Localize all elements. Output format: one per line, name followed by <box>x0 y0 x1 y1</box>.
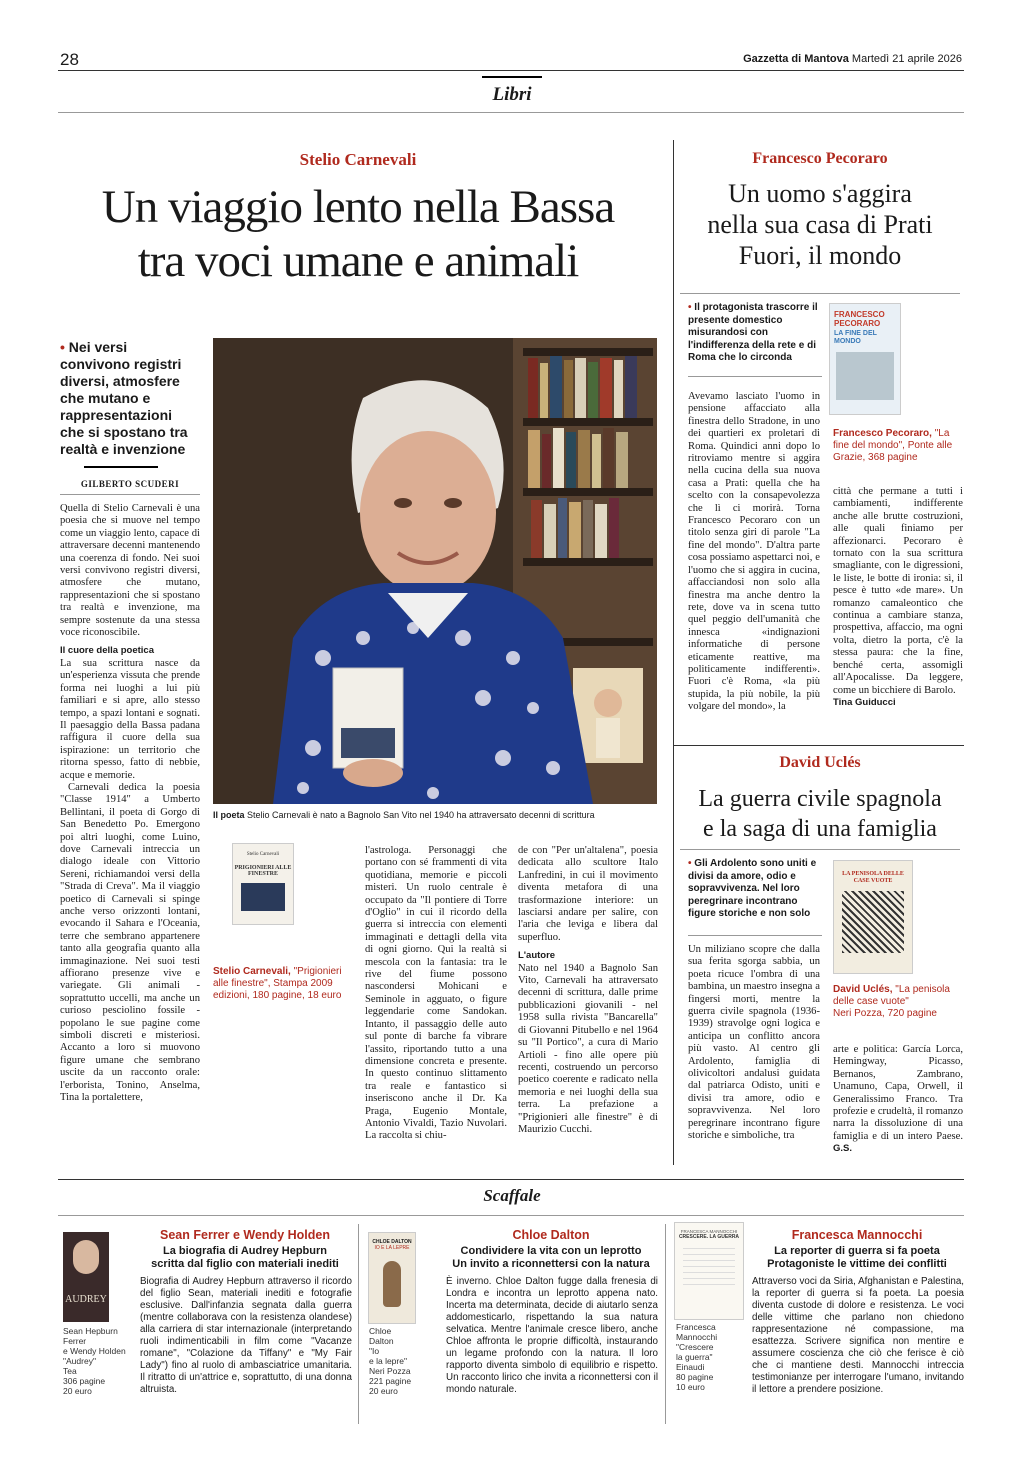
cover-artwork <box>683 1248 735 1288</box>
hare-illustration <box>383 1261 401 1307</box>
book-cover-dalton <box>368 1232 416 1324</box>
main-subhead-2: L'autore <box>518 950 556 962</box>
main-headline <box>60 180 656 288</box>
scaffale-info-1: Sean Hepburn Ferrer e Wendy Holden "Audrey" Tea 306 pagine 20 euro <box>63 1326 126 1396</box>
bullet-icon: • <box>688 302 692 313</box>
main-paragraph-6: Nato nel 1940 a Bagnolo San Vito, Carnevali ha attraversato decenni di scrittura, dalle prime pubblicazioni giovanili - nel 1958 sulla rivista "Bancarella" di Giovanni Pitubello e nel 1964 su "Il Portico", a cura di Mario Artioli - fino alle opere più recenti, costruendo un percorso poetico coerente e radicato nella memoria e nei luoghi della sua terra. La prefazione a "Prigionieri alle finestre" è di Maurizio Cucchi. <box>518 962 658 1135</box>
pecoraro-column-2: città che permane a tutti i cambiamenti, indifferente anche alle brutte costruzioni, alle quali finiamo per affezionarci. Pecoraro è tornato con la sua scrittura smagliante, con le digressioni, le liste, le botte di ironia: sì, il pesce è tutto «de mare». Un romanzo camaleontico che continua a cambiare stanza, prospettiva, affaccio, ma ogni volta, dietro la porta, c'è la stessa paura: che la fine, benché certa, assomigli all'Apocalisse. Da leggere, come un bicchiere di Barolo. Tina Guiducci <box>833 486 963 708</box>
scaffale-body-3: Attraverso voci da Siria, Afghanistan e Palestina, la reporter di guerra si fa poeta. La poesia diventa custode di dolore e resistenza. Le voci delle vittime che parlano non chiedono rappresentazione né compassione, ma esattezza. Scrivere significa non mentire e assumere coscienza che ciò che ferisce è ciò che ci mantiene desti. Mannocchi intreccia testimonianze per interrogare l'umano, invitando il lettore a prendere posizione. <box>752 1276 964 1395</box>
main-headline-line2: tra voci umane e animali <box>137 235 579 287</box>
book-cover-pecoraro <box>829 303 901 415</box>
ucles-headline: La guerra civile spagnola e la saga di una famiglia <box>698 786 942 842</box>
cover-author: FRANCESCO PECORARO <box>834 310 885 328</box>
section-title: Libri <box>492 84 532 105</box>
cover-title: AUDREY <box>65 1294 107 1305</box>
poet-photo <box>213 338 657 804</box>
main-column-3 <box>518 845 658 1136</box>
cover-title: PRIGIONIERI ALLE FINESTRE <box>234 865 292 877</box>
cover-portrait <box>73 1240 99 1274</box>
scaffale-info-2: Chloe Dalton "Io e la lepre" Neri Pozza 221 pagine 20 euro <box>369 1326 412 1396</box>
poet-photo-illustration <box>213 338 657 804</box>
summary-rule <box>84 466 158 468</box>
section-bar <box>482 76 542 78</box>
scaffale-separator-1 <box>358 1224 359 1424</box>
scaffale-title-2: Condividere la vita con un leprotto Un invito a riconnettersi con la natura <box>452 1245 650 1270</box>
cover-title: LA FINE DEL MONDO <box>834 330 877 345</box>
cover-title: CRESCERE. LA GUERRA <box>678 1234 740 1240</box>
pecoraro-column-1: Avevamo lasciato l'uomo in pensione affacciato alla finestra dello Stradone, in uno dei quartieri ex proletari di Roma. Quindici anni dopo lo ritroviamo mentre si aggira nella cucina della sua nuova casa a Prati: quella che ha scelto con la consapevolezza che lì ci morirà. Torna Francesco Pecoraro con un titolo senza giri di parole "La fine del mondo". D'altra parte cosa possiamo aspettarci noi, e l'uomo che si aggira in cucina, affacciandosi non solo alla finestra ma anche dentro la rete, dove va in scena tutto quel peggio dell'umanità che innesca «indignazioni informatiche di persone eticamente reattive, ma politicamente indifferenti». Fuori c'è Roma, «la più stupida, la più nobile, la più volgare del mondo», la <box>688 391 820 713</box>
scaffale-body-2: È inverno. Chloe Dalton fugge dalla frenesia di Londra e incontra un leprotto appena nato. Incerta ma determinata, decide di aiutarlo senza addomesticarlo, rispettando la sua natura selvatica. Mentre l'animale cresce libero, anche Chloe affronta le proprie difficoltà, instaurando un legame profondo con la natura. Il loro rapporto diventa simbolo di equilibrio e rispetto. Un racconto lirico che invita a riconnettersi con il mondo naturale. <box>446 1276 658 1395</box>
ucles-signature: G.S. <box>833 1143 853 1155</box>
page-number: 28 <box>60 50 79 69</box>
scaffale-info-3: Francesca Mannocchi "Crescere la guerra" Einaudi 80 pagine 10 euro <box>676 1322 718 1392</box>
bullet-icon: • <box>60 339 65 355</box>
main-intro-paragraph: Quella di Stelio Carnevali è una poesia che si muove nel tempo come un viaggio lento, capace di attraversare decenni mantenendo una coerenza di fondo. Nei suoi versi convivono registri diversi, atmosfere che mutano, rappresentazioni che si spostano tra realtà e invenzione, ma sempre sostenute da una stessa voce riconoscibile. <box>60 503 200 639</box>
book-cover-carnevali <box>232 843 294 925</box>
masthead <box>743 53 962 65</box>
ucles-rule <box>680 849 960 850</box>
ucles-author-tag: David Uclés <box>779 754 861 771</box>
main-paragraph-5: de con "Per un'altalena", poesia dedicata allo scultore Italo Lanfredini, in cui il movimento diventa metafora di una trasformazione interiore: un lasciarsi andare per salire, con l'aria che leviga e libera dal superfluo. <box>518 845 658 943</box>
right-rule <box>673 745 964 746</box>
byline-rule <box>60 494 200 495</box>
scaffale-title-1: La biografia di Audrey Hepburn scritta dal figlio con materiali inediti <box>151 1245 339 1270</box>
photo-caption <box>213 810 657 820</box>
main-subhead-1: Il cuore della poetica <box>60 645 154 657</box>
pecoraro-headline: Un uomo s'aggira nella sua casa di Prati Fuori, il mondo <box>707 179 933 270</box>
top-rule <box>58 70 964 71</box>
pecoraro-signature: Tina Guiducci <box>833 696 896 708</box>
cover-author: Stelio Carnevali <box>246 852 280 857</box>
bullet-icon: • <box>688 858 692 869</box>
newspaper-name: Gazzetta di Mantova <box>743 53 849 65</box>
book-cover-mannocchi <box>674 1222 744 1320</box>
main-column-2 <box>365 845 507 1143</box>
scaffale-separator-2 <box>665 1224 666 1424</box>
book-cover-audrey <box>63 1232 109 1322</box>
book-info-pecoraro: Francesco Pecoraro, "La fine del mondo", Ponte alle Grazie, 368 pagine <box>833 428 953 463</box>
main-paragraph-4: l'astrologa. Personaggi che portano con sé frammenti di vita quotidiana, memorie e piccoli misteri. Un ruolo centrale è occupato da "Il pontiere di Torre d'Oglio" in cui il ricordo della guerra si intreccia con elementi immaginati e dettagli della vita di ogni giorno. Qui la realtà si mescola con la fantasia: tra le rive del fiume possono nascondersi Mohicani e Seminole in agguato, o figure leggendarie come Sandokan. Intanto, il passaggio delle auto sul ponte di barche fa vibrare l'assito, riportando tutto a una dimensione concreta e presente. In questo continuo slittamento tra reale e fantastico si inseriscono anche il Dr. Ka Praga, Eugenio Montale, Antonio Vivaldi, Tazio Nuvolari. La raccolta si chiu- <box>365 845 507 1142</box>
main-author-tag: Stelio Carnevali <box>299 150 417 169</box>
byline: GILBERTO SCUDERI <box>80 479 180 489</box>
main-headline-line1: Un viaggio lento nella Bassa <box>101 181 615 233</box>
main-column-1 <box>60 503 200 1105</box>
cover-title: LA PENISOLA DELLE CASE VUOTE <box>842 871 904 884</box>
cover-artwork <box>842 891 904 953</box>
ucles-summary: • Gli Ardolento sono uniti e divisi da amore, odio e sopravvivenza. Nel loro peregrinare incontrano figure storiche e non solo <box>688 858 817 919</box>
scaffale-author-3: Francesca Mannocchi <box>791 1228 923 1242</box>
book-info-ucles: David Uclés, "La penisola delle case vuote" Neri Pozza, 720 pagine <box>833 984 950 1019</box>
main-paragraph-2: La sua scrittura nasce da un'esperienza vissuta che prende forma nei luoghi a lui più familiari e si apre, allo stesso tempo, a spazi lontani e sognati. Il paesaggio della Bassa padana raffigura il cuore della sua ispirazione: un territorio che ritorna spesso, fatto di nebbie, acque e memorie. <box>60 657 200 781</box>
pecoraro-author-tag: Francesco Pecoraro <box>752 150 888 167</box>
ucles-column-1: Un miliziano scopre che dalla sua ferita sgorga sabbia, un poeta ricuce l'ombra di una bambina, un maestro insegna a fingersi morti, mentre la guerra civile spagnola (1936-1939) stravolge ogni logica e anticipa un conflitto ancora più vasto. Al centro gli Ardolento, famiglia di olivicoltori andalusi guidata dal patriarca Odisto, uniti e divisi tra amore, odio e sopravvivenza. Nel loro peregrinare incontrano figure storiche e simboliche, tra <box>688 944 820 1142</box>
issue-date: Martedì 21 aprile 2026 <box>851 53 962 65</box>
scaffale-top-rule <box>58 1179 964 1180</box>
scaffale-title-3: La reporter di guerra si fa poeta Protagoniste le vittime dei conflitti <box>767 1245 947 1270</box>
ucles-column-2: arte e politica: García Lorca, Hemingway, Picasso, Bernanos, Zambrano, Unamuno, Capa, Orwell, il Generalissimo Franco. Tra profezie e crudeltà, il romanzo narra la dissoluzione di una famiglia e di un intero Paese. G.S. <box>833 1044 963 1155</box>
caption-label: Il poeta <box>213 810 245 820</box>
book-cover-ucles <box>833 860 913 974</box>
main-paragraph-3: Carnevali dedica la poesia "Classe 1914" a Umberto Bellintani, il poeta di Gorgo di San Benedetto Po. Emergono poi altri luoghi, come Luino, dove Carnevali intreccia un dialogo ideale con Vittorio Sereni, richiamandoi versi della "Strada di Creva". Ma il viaggio poetico di Carnevali si spinge anche verso orizzonti lontani, evocando il Sahara e l'Oceania, terre che sembrano appartenere tanto alla geografia quanto alla immaginazione. Nei suoi testi affiorano presenze vive e variegate. Gli animali - soprattutto uccelli, ma anche un curioso pesciolino fossile - popolano le sue pagine come simboli discreti e misteriosi. Accanto a loro si muovono figure umane che sembrano uscite da un racconto orale: l'erborista, Tonino, Anselma, Tina la portalettere, <box>60 781 200 1104</box>
scaffale-author-1: Sean Ferrer e Wendy Holden <box>160 1228 330 1242</box>
caption-text: Stelio Carnevali è nato a Bagnolo San Vito nel 1940 ha attraversato decenni di scrittura <box>247 810 595 820</box>
pecoraro-summary-rule <box>688 376 822 377</box>
book-info-carnevali: Stelio Carnevali, "Prigionieri alle finestre", Stampa 2009 edizioni, 180 pagine, 18 euro <box>213 966 342 1001</box>
cover-artwork <box>836 352 894 400</box>
column-separator <box>673 140 674 1165</box>
cover-author: FRANCESCA MANNOCCHI <box>680 1229 738 1234</box>
main-summary: • Nei versi convivono registri diversi, atmosfere che mutano e rappresentazioni che si spostano tra realtà e invenzione <box>60 339 188 457</box>
scaffale-author-2: Chloe Dalton <box>512 1228 590 1242</box>
scaffale-title: Scaffale <box>483 1186 541 1205</box>
section-rule <box>58 112 964 113</box>
scaffale-rule <box>58 1215 964 1216</box>
cover-title: IO E LA LEPRE <box>374 1245 410 1251</box>
cover-artwork <box>241 883 285 911</box>
pecoraro-summary: • Il protagonista trascorre il presente domestico misurandosi con l'indifferenza della rete e di Roma che lo circonda <box>688 302 818 363</box>
scaffale-body-1: Biografia di Audrey Hepburn attraverso il ricordo del figlio Sean, materiali inediti e fotografie esclusive. Dall'infanzia segnata dalla guerra (mentre collaborava con la resistenza olandese) alla carriera di star internazionale (interpretando ruoli indimenticabili in film come "Vacanze romane", "Colazione da Tiffany" e "My Fair Lady") fino al ruolo di ambasciatrice umanitaria. Il ritratto di un'attrice e, soprattutto, di una donna altruista. <box>140 1276 352 1395</box>
ucles-summary-rule <box>688 935 822 936</box>
cover-author: CHLOE DALTON <box>372 1239 412 1245</box>
pecoraro-rule <box>680 293 960 294</box>
